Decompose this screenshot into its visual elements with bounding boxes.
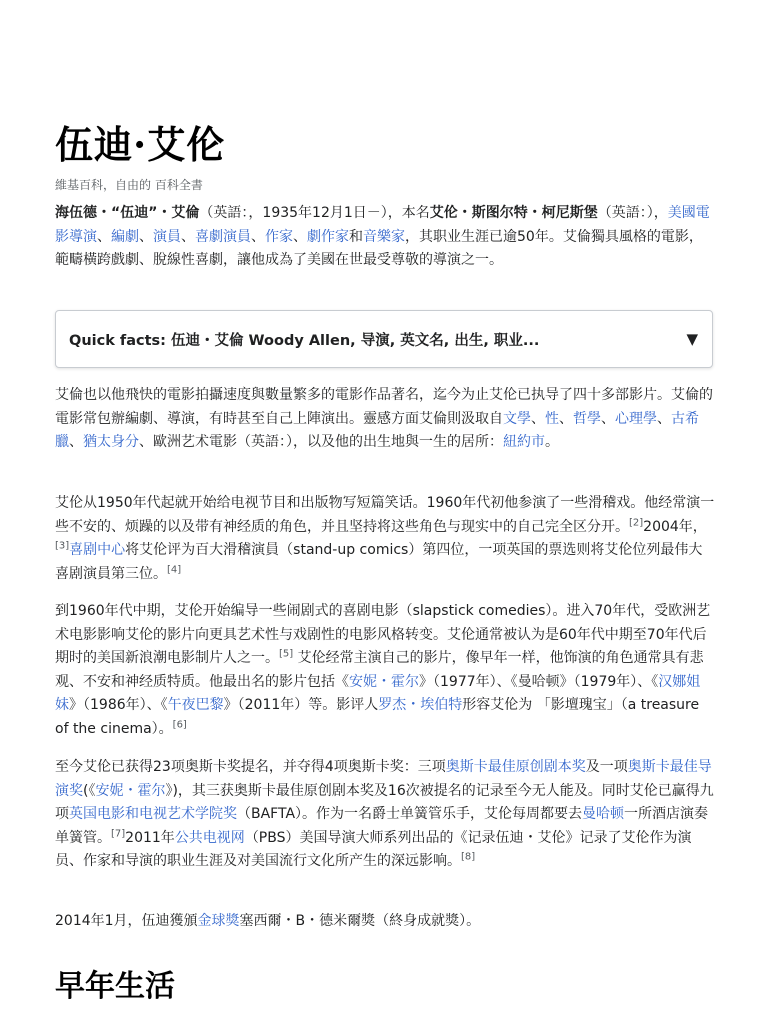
- reference-6[interactable]: [6]: [172, 718, 187, 730]
- page-title: 伍迪·艾伦: [55, 122, 226, 167]
- lead-paragraph: [55, 202, 715, 273]
- text: 。: [545, 434, 559, 450]
- text: 艾伦经常主演自己的影片，像早年一样，他饰演的角色通常具有悲观、不安和神经质特质。他最出名的影片包括《: [55, 650, 704, 690]
- reference-5[interactable]: [5]: [279, 648, 294, 660]
- reference-8[interactable]: [8]: [461, 851, 476, 863]
- link-golden-globe[interactable]: 金球獎: [197, 913, 240, 929]
- text: 及一项: [585, 759, 628, 775]
- link-best-director[interactable]: 奥斯卡最佳导演奖: [55, 759, 712, 799]
- text: ，其职业生涯已逾50年。艾倫獨具風格的電影，範疇橫跨戲劇、脫線性喜劇，讓他成為了美國在世最受尊敬的導演之一。: [55, 228, 703, 268]
- text: 艾倫也以他飛快的電影拍攝速度與數量繁多的電影作品著名，迄今为止艾伦已执导了四十多部影片。艾倫的電影常包辦編劇、導演，有時甚至自己上陣演出。靈感方面艾倫則汲取自: [55, 387, 713, 427]
- quick-facts-box[interactable]: [55, 310, 713, 368]
- text: 》（1986年）、《: [69, 697, 168, 713]
- link-new-york-city[interactable]: 紐約市: [503, 434, 545, 450]
- reference-4[interactable]: [4]: [167, 563, 182, 575]
- text: 》（1977年）、《曼哈顿》（1979年）、《: [419, 673, 659, 690]
- link-screenwriter[interactable]: 編劇: [111, 228, 139, 245]
- separator: 、: [139, 228, 153, 245]
- text: 将艾伦评为百大滑稽演員（stand-up comics）第四位，一项英国的票选则将艾伦位列最伟大喜剧演員第三位。: [55, 542, 703, 582]
- subject-name: 海伍德・“伍迪”・艾倫: [55, 205, 200, 221]
- link-annie-hall[interactable]: 安妮・霍尔: [349, 673, 419, 690]
- link-roger-ebert[interactable]: 罗杰・埃伯特: [378, 697, 463, 713]
- text: 一所酒店演奏单簧管。: [55, 806, 709, 846]
- paragraph-film-career: [55, 600, 715, 741]
- link-actor[interactable]: 演員: [153, 228, 181, 245]
- paragraph-awards: [55, 756, 715, 874]
- separator: 、: [97, 228, 111, 245]
- link-midnight-in-paris[interactable]: 午夜巴黎: [167, 697, 224, 713]
- text: 至今艾伦已获得23项奥斯卡奖提名，并夺得4项奥斯卡奖：三项: [55, 759, 446, 775]
- reference-7[interactable]: [7]: [111, 827, 126, 839]
- link-playwright[interactable]: 劇作家: [307, 228, 349, 245]
- link-pbs[interactable]: 公共电视网: [174, 829, 245, 846]
- separator: 、: [69, 434, 83, 450]
- reference-3[interactable]: [3]: [55, 540, 70, 552]
- separator: 、: [657, 410, 671, 427]
- link-bafta[interactable]: 英国电影和电视艺术学院奖: [69, 806, 237, 822]
- site-tagline: 維基百科，自由的 百科全書: [55, 178, 203, 192]
- text: 艾伦从1950年代起就开始给电视节目和出版物写短篇笑话。1960年代初他参演了一些滑稽戏。他经常演一些不安的、烦躁的以及带有神经质的角色，并且坚持将这些角色与现实中的自己完全区分开。: [55, 495, 715, 535]
- text: 形容艾伦为 「影壇瑰宝」（a treasure of the cinema）。: [55, 697, 700, 737]
- link-musician[interactable]: 音樂家: [363, 228, 405, 245]
- link-hannah-and-her-sisters[interactable]: 汉娜姐妹: [55, 673, 701, 713]
- link-jewish-identity[interactable]: 猶太身分: [83, 434, 139, 450]
- link-ancient-greece[interactable]: 古希臘: [55, 410, 699, 450]
- text: 》)，其三获奥斯卡最佳原创剧本奖及16次被提名的记录至今无人能及。同时艾伦已赢得九项: [55, 782, 714, 822]
- paragraph-golden-globe: [55, 910, 715, 934]
- link-film-director[interactable]: 美國電影導演: [55, 205, 710, 245]
- text: 、歐洲艺术電影（英語：），以及他的出生地與一生的居所：: [139, 434, 503, 450]
- link-comedian[interactable]: 喜劇演員: [195, 228, 251, 245]
- link-manhattan[interactable]: 曼哈顿: [582, 806, 625, 822]
- text: 塞西爾・B・德米爾獎（終身成就獎）。: [239, 913, 481, 929]
- text: （英語：），: [597, 205, 668, 221]
- separator: 、: [559, 410, 573, 427]
- text: 2014年1月，伍迪獲頒: [55, 913, 198, 929]
- link-annie-hall-2[interactable]: 安妮・霍尔: [95, 782, 166, 799]
- text: 》（2011年）等。影评人: [223, 697, 379, 713]
- link-comedy-central[interactable]: 喜剧中心: [69, 542, 126, 558]
- link-philosophy[interactable]: 哲學: [573, 410, 601, 427]
- paragraph-early-career: [55, 492, 715, 586]
- text: (《: [83, 782, 96, 799]
- separator: 、: [293, 228, 307, 245]
- link-writer[interactable]: 作家: [265, 228, 293, 245]
- quick-facts-label: Quick facts: 伍迪・艾倫 Woody Allen, 导演, 英文名, 出生, 职业...: [69, 332, 540, 349]
- text: （BAFTA）。作为一名爵士单簧管乐手，艾伦每周都要去: [237, 806, 583, 822]
- link-psychology[interactable]: 心理學: [615, 410, 657, 427]
- separator: 、: [181, 228, 195, 245]
- expand-triangle-icon[interactable]: ▼: [686, 330, 698, 348]
- reference-2[interactable]: [2]: [629, 516, 644, 528]
- separator: 、: [531, 410, 545, 427]
- link-literature[interactable]: 文學: [503, 410, 531, 427]
- separator: 、: [601, 410, 615, 427]
- text: 2004年，: [643, 518, 707, 535]
- text: 到1960年代中期，艾伦开始编导一些闹剧式的喜剧电影（slapstick comedies）。进入70年代，受欧洲艺术电影影响艾伦的影片向更具艺术性与戏剧性的电影风格转变。艾伦通常被认为是60年代中期至70年代后期时的美国新浪潮电影制片人之一。: [55, 603, 711, 666]
- text: （英語：，1935年12月1日－），本名: [199, 205, 430, 221]
- separator: 和: [349, 228, 363, 245]
- separator: 、: [251, 228, 265, 245]
- section-heading-early-life: 早年生活: [55, 969, 175, 1004]
- text: 2011年: [125, 829, 175, 846]
- link-sex[interactable]: 性: [545, 410, 559, 427]
- text: （PBS）美国导演大师系列出品的《记录伍迪・艾伦》记录了艾伦作为演员、作家和导演的职业生涯及对美国流行文化所产生的深远影响。: [55, 829, 692, 869]
- paragraph-inspiration: [55, 384, 715, 455]
- real-name: 艾伦・斯图尔特・柯尼斯堡: [429, 205, 598, 221]
- link-best-original-screenplay[interactable]: 奥斯卡最佳原创剧本奖: [445, 759, 586, 775]
